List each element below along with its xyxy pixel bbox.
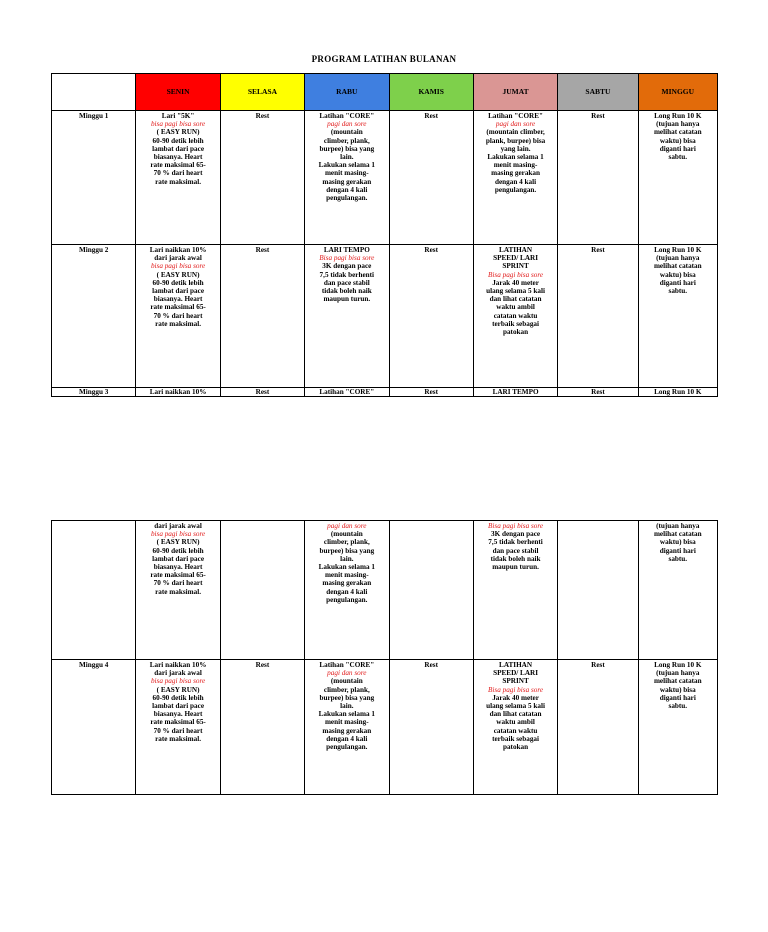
cell-senin bbox=[136, 521, 220, 660]
time-note: pagi dan sore bbox=[327, 522, 367, 530]
cell-line: 70 % dari heart bbox=[153, 169, 203, 178]
cell-line: sabtu. bbox=[668, 287, 688, 296]
cell-line: masing gerakan bbox=[491, 169, 541, 178]
cell-line: rate maksimal. bbox=[155, 734, 202, 743]
table-row bbox=[52, 245, 718, 388]
cell-line: tidak boleh naik bbox=[490, 554, 541, 563]
cell-line: burpee) bisa yang bbox=[319, 144, 375, 153]
cell-rabu bbox=[305, 660, 389, 795]
week-label: Minggu 1 bbox=[52, 111, 136, 245]
cell-minggu bbox=[638, 245, 717, 388]
table-row bbox=[52, 388, 718, 397]
document-title: PROGRAM LATIHAN BULANAN bbox=[311, 54, 457, 64]
cell-sabtu: Rest bbox=[558, 388, 638, 397]
week-label: Minggu 2 bbox=[52, 245, 136, 388]
cell-line: Lakukan selama 1 bbox=[318, 710, 375, 719]
cell-line: (tujuan hanya bbox=[656, 669, 700, 678]
cell-line: melihat catatan bbox=[653, 530, 702, 539]
time-note: bisa pagi bisa sore bbox=[150, 530, 206, 539]
cell-line: LATIHAN bbox=[499, 246, 533, 254]
cell-line: Lakukan selama 1 bbox=[318, 563, 375, 572]
cell-kamis bbox=[389, 521, 473, 660]
cell-line: 7,5 tidak berhenti bbox=[319, 270, 375, 279]
cell-line: pengulangan. bbox=[326, 743, 368, 752]
cell-minggu bbox=[638, 521, 717, 660]
cell-line: climber, plank, bbox=[323, 538, 370, 547]
header-senin: SENIN bbox=[136, 74, 220, 111]
cell-rabu bbox=[305, 521, 389, 660]
time-note: pagi dan sore bbox=[327, 669, 367, 678]
cell-line: pengulangan. bbox=[326, 595, 368, 604]
cell-kamis: Rest bbox=[389, 111, 473, 245]
cell-line: rate maksimal. bbox=[155, 177, 202, 186]
cell-line: Lakukan selama 1 bbox=[487, 153, 544, 162]
cell-line: (tujuan hanya bbox=[656, 522, 700, 530]
time-note: pagi dan sore bbox=[327, 120, 367, 129]
header-rabu: RABU bbox=[305, 74, 389, 111]
cell-line: lain. bbox=[340, 554, 354, 563]
cell-line: ulang selama 5 kali bbox=[486, 702, 546, 711]
cell-selasa bbox=[220, 521, 304, 660]
cell-line: catatan waktu bbox=[493, 726, 538, 735]
cell-line: Lari "5K" bbox=[161, 112, 195, 120]
cell-line: 60-90 detik lebih bbox=[152, 278, 204, 287]
cell-line: Long Run 10 K bbox=[654, 661, 702, 669]
week-label: Minggu 4 bbox=[52, 660, 136, 795]
time-note: pagi dan sore bbox=[495, 120, 536, 129]
table-row bbox=[52, 111, 718, 245]
cell-line: maupun turun. bbox=[323, 295, 371, 304]
cell-line: melihat catatan bbox=[653, 128, 702, 137]
table-row bbox=[52, 521, 718, 660]
cell-line: dari jarak awal bbox=[154, 254, 202, 263]
cell-jumat: LARI TEMPO bbox=[473, 388, 557, 397]
header-corner bbox=[52, 74, 136, 111]
cell-selasa: Rest bbox=[220, 111, 304, 245]
cell-line: (mountain bbox=[330, 128, 363, 137]
time-note: bisa pagi bisa sore bbox=[150, 262, 206, 271]
cell-line: yang lain. bbox=[500, 144, 531, 153]
week-label bbox=[52, 521, 136, 660]
cell-line: dan pace stabil bbox=[323, 278, 370, 287]
time-note: bisa pagi bisa sore bbox=[150, 677, 206, 686]
cell-line: (mountain bbox=[330, 530, 363, 539]
cell-minggu: Long Run 10 K bbox=[638, 388, 717, 397]
cell-sabtu bbox=[558, 521, 638, 660]
cell-line: 3K dengan pace bbox=[322, 262, 372, 271]
cell-minggu bbox=[638, 660, 717, 795]
cell-line: dari jarak awal bbox=[154, 522, 202, 530]
cell-line: rate maksimal. bbox=[155, 587, 202, 596]
cell-jumat bbox=[473, 660, 557, 795]
cell-line: pengulangan. bbox=[326, 194, 368, 203]
cell-line: maupun turun. bbox=[492, 563, 539, 572]
cell-line: melihat catatan bbox=[653, 262, 702, 271]
cell-selasa: Rest bbox=[220, 245, 304, 388]
cell-line: LARI TEMPO bbox=[323, 246, 370, 254]
cell-selasa: Rest bbox=[220, 660, 304, 795]
cell-kamis: Rest bbox=[389, 660, 473, 795]
cell-line: Jarak 40 meter bbox=[492, 278, 539, 287]
cell-line: waktu) bisa bbox=[659, 270, 696, 279]
cell-senin bbox=[136, 111, 220, 245]
cell-line: lambat dari pace bbox=[152, 144, 205, 153]
cell-line: diganti hari bbox=[659, 144, 696, 153]
cell-line: masing gerakan bbox=[322, 726, 372, 735]
cell-line: Jarak 40 meter bbox=[492, 693, 539, 702]
cell-line: Lari naikkan 10% bbox=[149, 246, 207, 254]
time-note: Bisa pagi bisa sore bbox=[488, 522, 544, 530]
cell-line: lambat dari pace bbox=[152, 287, 205, 296]
header-row bbox=[52, 74, 718, 111]
cell-line: dan pace stabil bbox=[492, 546, 539, 555]
cell-line: 60-90 detik lebih bbox=[152, 546, 204, 555]
cell-line: climber, plank, bbox=[323, 136, 370, 145]
cell-jumat bbox=[473, 245, 557, 388]
cell-kamis: Rest bbox=[389, 245, 473, 388]
header-jumat: JUMAT bbox=[473, 74, 557, 111]
cell-line: terbaik sebagai bbox=[492, 319, 540, 328]
cell-line: tidak boleh naik bbox=[321, 287, 372, 296]
cell-line: dengan 4 kali bbox=[326, 185, 368, 194]
schedule-table-page-1 bbox=[51, 73, 718, 397]
cell-line: LATIHAN bbox=[499, 661, 533, 669]
cell-line: menit masing- bbox=[493, 161, 538, 170]
cell-line: waktu ambil bbox=[496, 718, 535, 727]
cell-line: lain. bbox=[340, 702, 354, 711]
cell-line: SPRINT bbox=[502, 262, 529, 271]
cell-line: (tujuan hanya bbox=[656, 254, 700, 263]
cell-sabtu: Rest bbox=[558, 660, 638, 795]
cell-minggu bbox=[638, 111, 717, 245]
cell-line: terbaik sebagai bbox=[492, 734, 540, 743]
cell-line: 60-90 detik lebih bbox=[152, 693, 204, 702]
cell-line: 7,5 tidak berhenti bbox=[488, 538, 543, 547]
cell-line: lambat dari pace bbox=[152, 702, 205, 711]
cell-line: burpee) bisa yang bbox=[319, 693, 375, 702]
cell-selasa: Rest bbox=[220, 388, 304, 397]
cell-senin: Lari naikkan 10% bbox=[136, 388, 220, 397]
cell-jumat bbox=[473, 111, 557, 245]
cell-line: ( EASY RUN) bbox=[156, 538, 200, 547]
cell-line: SPRINT bbox=[502, 677, 529, 686]
cell-line: (mountain climber, bbox=[486, 128, 545, 137]
header-kamis: KAMIS bbox=[389, 74, 473, 111]
cell-line: (mountain bbox=[330, 677, 363, 686]
cell-line: dan lihat catatan bbox=[489, 710, 542, 719]
cell-line: melihat catatan bbox=[653, 677, 702, 686]
cell-line: dan lihat catatan bbox=[489, 295, 542, 304]
cell-line: Latihan "CORE" bbox=[319, 112, 375, 120]
cell-line: waktu) bisa bbox=[659, 538, 696, 547]
cell-line: biasanya. Heart bbox=[153, 710, 203, 719]
cell-line: (tujuan hanya bbox=[656, 120, 700, 129]
cell-line: pengulangan. bbox=[494, 185, 537, 194]
cell-rabu bbox=[305, 245, 389, 388]
cell-sabtu: Rest bbox=[558, 111, 638, 245]
cell-line: 60-90 detik lebih bbox=[152, 136, 204, 145]
cell-line: dengan 4 kali bbox=[326, 587, 368, 596]
cell-rabu: Latihan "CORE" bbox=[305, 388, 389, 397]
cell-line: waktu) bisa bbox=[659, 685, 696, 694]
time-note: Bisa pagi bisa sore bbox=[319, 254, 375, 263]
cell-line: ( EASY RUN) bbox=[156, 128, 200, 137]
cell-line: ( EASY RUN) bbox=[156, 270, 200, 279]
cell-line: Lakukan selama 1 bbox=[318, 161, 375, 170]
cell-line: catatan waktu bbox=[493, 311, 538, 320]
header-minggu: MINGGU bbox=[638, 74, 717, 111]
cell-sabtu: Rest bbox=[558, 245, 638, 388]
cell-line: 70 % dari heart bbox=[153, 726, 203, 735]
header-sabtu: SABTU bbox=[558, 74, 638, 111]
cell-line: rate maksimal 65- bbox=[150, 303, 206, 312]
cell-line: patokan bbox=[502, 743, 529, 752]
cell-line: diganti hari bbox=[659, 546, 696, 555]
cell-line: dari jarak awal bbox=[154, 669, 202, 678]
cell-kamis: Rest bbox=[389, 388, 473, 397]
schedule-table-page-2 bbox=[51, 520, 718, 795]
time-note: Bisa pagi bisa sore bbox=[488, 685, 544, 694]
cell-line: waktu) bisa bbox=[659, 136, 696, 145]
cell-line: sabtu. bbox=[668, 153, 688, 162]
cell-rabu bbox=[305, 111, 389, 245]
cell-line: masing gerakan bbox=[322, 579, 372, 588]
cell-line: biasanya. Heart bbox=[153, 295, 203, 304]
cell-line: ( EASY RUN) bbox=[156, 685, 200, 694]
cell-line: rate maksimal 65- bbox=[150, 571, 206, 580]
cell-line: Latihan "CORE" bbox=[488, 112, 544, 120]
cell-line: lambat dari pace bbox=[152, 554, 205, 563]
cell-line: lain. bbox=[340, 153, 354, 162]
cell-senin bbox=[136, 245, 220, 388]
cell-line: dengan 4 kali bbox=[326, 734, 368, 743]
cell-line: SPEED/ LARI bbox=[493, 254, 539, 263]
week-label: Minggu 3 bbox=[52, 388, 136, 397]
cell-line: Latihan "CORE" bbox=[319, 661, 375, 669]
cell-line: biasanya. Heart bbox=[153, 563, 203, 572]
cell-line: biasanya. Heart bbox=[153, 153, 203, 162]
cell-line: menit masing- bbox=[324, 718, 369, 727]
cell-jumat bbox=[473, 521, 557, 660]
cell-line: ulang selama 5 kali bbox=[486, 287, 546, 296]
table-row bbox=[52, 660, 718, 795]
cell-line: 70 % dari heart bbox=[153, 311, 203, 320]
cell-line: patokan bbox=[502, 328, 529, 337]
cell-line: sabtu. bbox=[668, 554, 688, 563]
cell-senin bbox=[136, 660, 220, 795]
cell-line: menit masing- bbox=[324, 169, 369, 178]
cell-line: menit masing- bbox=[324, 571, 369, 580]
cell-line: Long Run 10 K bbox=[654, 112, 702, 120]
cell-line: diganti hari bbox=[659, 693, 696, 702]
cell-line: 70 % dari heart bbox=[153, 579, 203, 588]
cell-line: diganti hari bbox=[659, 278, 696, 287]
cell-line: rate maksimal. bbox=[155, 319, 202, 328]
cell-line: rate maksimal 65- bbox=[150, 161, 206, 170]
time-note: bisa pagi bisa sore bbox=[150, 120, 206, 129]
cell-line: Long Run 10 K bbox=[654, 246, 702, 254]
cell-line: masing gerakan bbox=[322, 177, 372, 186]
cell-line: dengan 4 kali bbox=[494, 177, 537, 186]
time-note: Bisa pagi bisa sore bbox=[488, 270, 544, 279]
cell-line: SPEED/ LARI bbox=[493, 669, 539, 678]
cell-line: sabtu. bbox=[668, 702, 688, 711]
cell-line: climber, plank, bbox=[323, 685, 370, 694]
cell-line: 3K dengan pace bbox=[491, 530, 541, 539]
cell-line: Lari naikkan 10% bbox=[149, 661, 207, 669]
cell-line: burpee) bisa yang bbox=[319, 546, 375, 555]
cell-line: rate maksimal 65- bbox=[150, 718, 206, 727]
cell-line: plank, burpee) bisa bbox=[485, 136, 546, 145]
header-selasa: SELASA bbox=[220, 74, 304, 111]
cell-line: waktu ambil bbox=[496, 303, 535, 312]
